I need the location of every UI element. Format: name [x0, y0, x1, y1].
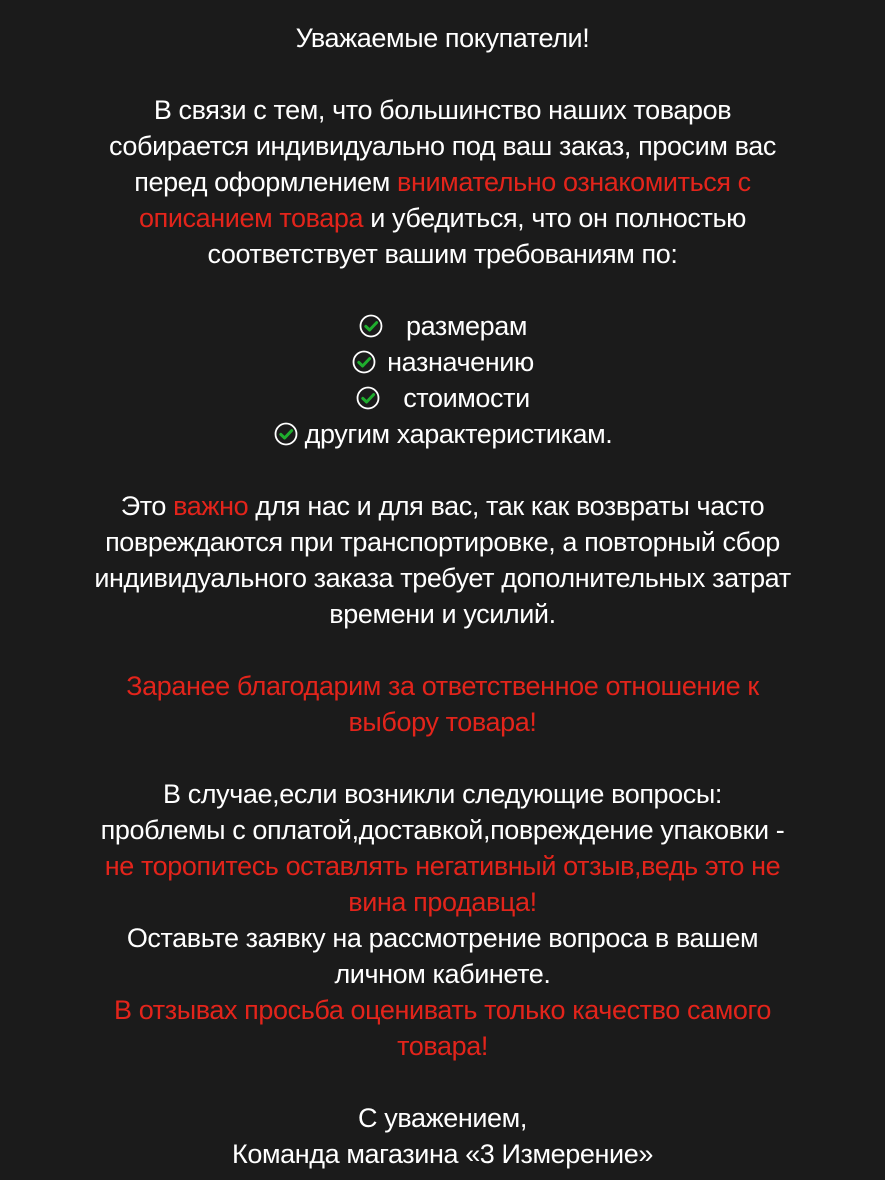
checklist-item-sizes: [0, 308, 885, 344]
signature-line-2: Команда магазина «3 Измерение»: [232, 1139, 653, 1169]
intro-line-2: собирается индивидуально под ваш заказ, просим вас: [109, 131, 776, 161]
intro-line-4: [0, 200, 885, 236]
signature-block: [0, 1100, 885, 1172]
importance-paragraph: [0, 488, 885, 632]
thanks-paragraph: [0, 668, 885, 740]
checklist-item-other: [0, 416, 885, 452]
thanks-line-2: выбору товара!: [348, 707, 537, 737]
importance-highlight: важно: [173, 491, 249, 521]
intro-paragraph: [0, 92, 885, 272]
checklist-item-label: стоимости: [403, 383, 530, 413]
intro-highlight-1: внимательно ознакомиться с: [397, 167, 751, 197]
importance-line-2: повреждаются при транспортировке, а повторный сбор: [105, 527, 780, 557]
checklist-item-label: другим характеристикам.: [304, 419, 613, 449]
reviews-request-line-1: В отзывах просьба оценивать только качество самого: [114, 995, 771, 1025]
issues-warning-line-2: вина продавца!: [348, 887, 537, 917]
intro-line-3: [0, 164, 885, 200]
check-circle-icon: [273, 421, 299, 447]
importance-line-1-end: для нас и для вас, так как возвраты часто: [248, 491, 765, 521]
issues-line-5: Оставьте заявку на рассмотрение вопроса в вашем: [126, 923, 759, 953]
issues-warning-line-1: не торопитесь оставлять негативный отзыв,ведь это не: [104, 851, 781, 881]
issues-paragraph: [0, 776, 885, 1064]
importance-line-3: индивидуального заказа требует дополнительных затрат: [94, 563, 791, 593]
issues-line-1: В случае,если возникли следующие вопросы:: [162, 779, 722, 809]
check-circle-icon: [351, 349, 377, 375]
requirements-checklist: [0, 308, 885, 452]
issues-line-6: личном кабинете.: [334, 959, 551, 989]
importance-line-4: времени и усилий.: [329, 599, 556, 629]
checklist-item-purpose: [0, 344, 885, 380]
issues-line-2: проблемы с оплатой,доставкой,повреждение упаковки -: [100, 815, 785, 845]
signature-line-1: С уважением,: [358, 1103, 527, 1133]
check-circle-icon: [355, 385, 381, 411]
reviews-request-line-2: товара!: [397, 1031, 488, 1061]
checklist-item-cost: [0, 380, 885, 416]
check-circle-icon: [358, 313, 384, 339]
intro-line-5: соответствует вашим требованиям по:: [207, 239, 678, 269]
checklist-item-label: размерам: [405, 311, 528, 341]
thanks-line-1: Заранее благодарим за ответственное отношение к: [126, 671, 759, 701]
intro-line-3-text: перед оформлением: [134, 167, 398, 197]
importance-line-1: [0, 488, 885, 524]
intro-line-1: В связи с тем, что большинство наших товаров: [153, 95, 732, 125]
greeting-text: Уважаемые покупатели!: [295, 23, 590, 53]
checklist-item-label: назначению: [387, 347, 534, 377]
importance-line-1-start: Это: [120, 491, 174, 521]
intro-line-4-text: и убедиться, что он полностью: [363, 203, 746, 233]
greeting-block: [0, 20, 885, 56]
intro-highlight-2: описанием товара: [139, 203, 364, 233]
